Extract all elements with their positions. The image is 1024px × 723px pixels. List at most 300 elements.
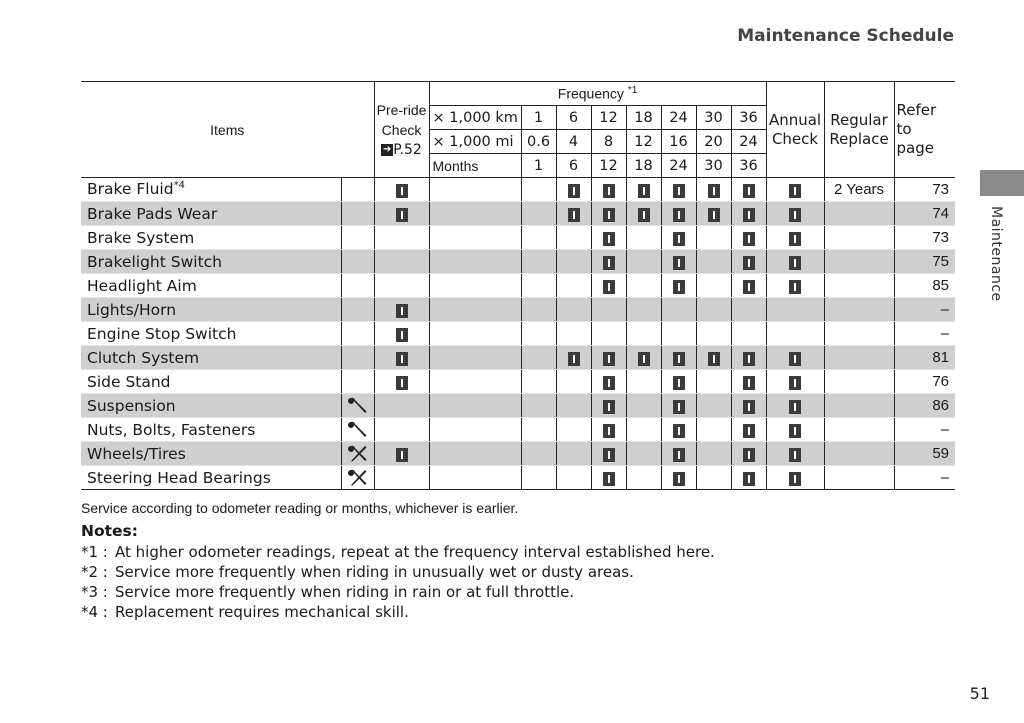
- preride-header: [374, 82, 429, 178]
- annual-check-cell: [766, 322, 824, 346]
- item-name: Brake Pads Wear: [87, 204, 218, 223]
- regular-replace-cell: [824, 202, 894, 226]
- km-value: 36: [731, 106, 766, 130]
- table-row: [81, 442, 955, 466]
- interval-cell: [696, 322, 731, 346]
- refer-page-cell[interactable]: 75: [894, 250, 955, 274]
- interval-label-cell: [429, 298, 521, 322]
- interval-cell: [626, 370, 661, 394]
- table-row: [81, 298, 955, 322]
- preride-mark-icon: [396, 184, 408, 198]
- inspect-mark-icon: [603, 184, 615, 198]
- annual-check-cell: [766, 250, 824, 274]
- km-value: 24: [661, 106, 696, 130]
- interval-label-cell: [429, 202, 521, 226]
- refer-page-cell[interactable]: –: [894, 322, 955, 346]
- item-name-cell: [81, 178, 341, 202]
- item-name-cell: [81, 370, 341, 394]
- interval-label-cell: [429, 418, 521, 442]
- inspect-mark-icon: [743, 376, 755, 390]
- interval-cell: [731, 178, 766, 202]
- interval-cell: [521, 322, 556, 346]
- annual-check-cell: [766, 370, 824, 394]
- item-name: Side Stand: [87, 372, 171, 391]
- km-value: 18: [626, 106, 661, 130]
- service-note: Service according to odometer reading or months, whichever is earlier.: [81, 500, 519, 516]
- annual-mark-icon: [789, 376, 801, 390]
- inspect-mark-icon: [743, 472, 755, 486]
- regular-replace-cell: [824, 394, 894, 418]
- interval-cell: [696, 418, 731, 442]
- inspect-mark-icon: [743, 184, 755, 198]
- item-name-cell: [81, 466, 341, 490]
- refer-line2: to: [896, 120, 912, 138]
- item-name-cell: [81, 418, 341, 442]
- annual-mark-icon: [789, 232, 801, 246]
- inspect-mark-icon: [673, 256, 685, 270]
- tool-cell: [341, 178, 374, 202]
- inspect-mark-icon: [673, 184, 685, 198]
- item-name: Wheels/Tires: [87, 444, 186, 463]
- refer-page-cell[interactable]: –: [894, 298, 955, 322]
- note-item: [81, 562, 961, 582]
- inspect-mark-icon: [743, 208, 755, 222]
- inspect-mark-icon: [638, 352, 650, 366]
- annual-check-cell: [766, 202, 824, 226]
- km-value: 6: [556, 106, 591, 130]
- interval-cell: [591, 466, 626, 490]
- interval-cell: [626, 442, 661, 466]
- annual-mark-icon: [789, 424, 801, 438]
- section-tab-marker: [980, 170, 1024, 196]
- interval-cell: [731, 418, 766, 442]
- inspect-mark-icon: [743, 352, 755, 366]
- interval-cell: [556, 178, 591, 202]
- inspect-mark-icon: [708, 208, 720, 222]
- preride-cell: [374, 322, 429, 346]
- preride-cell: [374, 274, 429, 298]
- interval-cell: [591, 202, 626, 226]
- interval-cell: [556, 466, 591, 490]
- table-row: [81, 418, 955, 442]
- interval-cell: [696, 298, 731, 322]
- interval-cell: [731, 226, 766, 250]
- interval-cell: [521, 274, 556, 298]
- refer-page-cell[interactable]: 81: [894, 346, 955, 370]
- interval-cell: [591, 298, 626, 322]
- regular-line1: Regular: [830, 110, 888, 129]
- preride-line1: Pre-ride: [376, 101, 427, 118]
- interval-label-cell: [429, 466, 521, 490]
- regular-replace-cell: [824, 298, 894, 322]
- preride-cell: [374, 226, 429, 250]
- interval-cell: [661, 202, 696, 226]
- interval-label-cell: [429, 394, 521, 418]
- item-name-cell: [81, 250, 341, 274]
- inspect-mark-icon: [603, 448, 615, 462]
- interval-cell: [661, 178, 696, 202]
- item-name: Brakelight Switch: [87, 252, 222, 271]
- interval-cell: [591, 226, 626, 250]
- interval-cell: [626, 250, 661, 274]
- preride-mark-icon: [396, 208, 408, 222]
- interval-cell: [731, 394, 766, 418]
- months-value: 36: [731, 154, 766, 178]
- annual-line1: Annual: [768, 110, 822, 129]
- inspect-mark-icon: [568, 352, 580, 366]
- preride-cell: [374, 346, 429, 370]
- interval-cell: [626, 226, 661, 250]
- months-value: 6: [556, 154, 591, 178]
- refer-page-cell[interactable]: –: [894, 418, 955, 442]
- inspect-mark-icon: [568, 208, 580, 222]
- item-name-cell: [81, 226, 341, 250]
- km-label: × 1,000 km: [429, 106, 521, 130]
- inspect-mark-icon: [673, 448, 685, 462]
- note-item: [81, 542, 961, 562]
- interval-cell: [521, 178, 556, 202]
- preride-cell: [374, 298, 429, 322]
- inspect-mark-icon: [673, 472, 685, 486]
- annual-mark-icon: [789, 448, 801, 462]
- item-name-cell: [81, 322, 341, 346]
- interval-cell: [731, 250, 766, 274]
- inspect-mark-icon: [673, 352, 685, 366]
- interval-cell: [591, 274, 626, 298]
- wrench-icon: [347, 395, 369, 417]
- preride-mark-icon: [396, 376, 408, 390]
- note-text: At higher odometer readings, repeat at the frequency interval established here.: [115, 543, 715, 561]
- interval-cell: [696, 394, 731, 418]
- annual-mark-icon: [789, 208, 801, 222]
- table-row: [81, 370, 955, 394]
- regular-replace-cell: [824, 466, 894, 490]
- note-number: *2 :: [81, 563, 108, 581]
- interval-cell: [556, 418, 591, 442]
- interval-cell: [521, 202, 556, 226]
- interval-cell: [731, 274, 766, 298]
- inspect-mark-icon: [638, 184, 650, 198]
- interval-cell: [731, 346, 766, 370]
- item-name-cell: [81, 298, 341, 322]
- interval-cell: [556, 298, 591, 322]
- interval-cell: [521, 442, 556, 466]
- interval-cell: [696, 250, 731, 274]
- inspect-mark-icon: [673, 280, 685, 294]
- interval-cell: [626, 418, 661, 442]
- arrow-right-icon: ➔: [383, 143, 392, 155]
- interval-label-cell: [429, 274, 521, 298]
- interval-cell: [556, 322, 591, 346]
- km-value: 1: [521, 106, 556, 130]
- interval-cell: [626, 394, 661, 418]
- table-row: [81, 274, 955, 298]
- interval-cell: [626, 298, 661, 322]
- annual-mark-icon: [789, 352, 801, 366]
- annual-check-cell: [766, 418, 824, 442]
- mi-label: × 1,000 mi: [429, 130, 521, 154]
- table-row: [81, 322, 955, 346]
- note-number: *3 :: [81, 583, 108, 601]
- table-row: [81, 346, 955, 370]
- note-number: *4 :: [81, 603, 108, 621]
- page-title: Maintenance Schedule: [737, 26, 954, 46]
- interval-cell: [556, 394, 591, 418]
- interval-cell: [521, 250, 556, 274]
- regular-replace-cell: [824, 346, 894, 370]
- interval-cell: [696, 370, 731, 394]
- item-name: Suspension: [87, 396, 176, 415]
- interval-cell: [626, 322, 661, 346]
- interval-cell: [731, 370, 766, 394]
- refer-page-cell[interactable]: –: [894, 466, 955, 490]
- frequency-note: *1: [627, 85, 638, 97]
- interval-cell: [591, 322, 626, 346]
- interval-cell: [661, 298, 696, 322]
- item-name: Nuts, Bolts, Fasteners: [87, 420, 256, 439]
- interval-cell: [521, 466, 556, 490]
- interval-label-cell: [429, 322, 521, 346]
- regular-replace-cell: [824, 274, 894, 298]
- interval-cell: [696, 346, 731, 370]
- note-text: Replacement requires mechanical skill.: [115, 603, 409, 621]
- preride-cell: [374, 370, 429, 394]
- item-name-cell: [81, 346, 341, 370]
- interval-label-cell: [429, 250, 521, 274]
- mi-value: 12: [626, 130, 661, 154]
- interval-label-cell: [429, 178, 521, 202]
- tool-cell: [341, 394, 374, 418]
- inspect-mark-icon: [673, 376, 685, 390]
- tool-cell: [341, 418, 374, 442]
- annual-check-cell: [766, 226, 824, 250]
- interval-cell: [591, 394, 626, 418]
- regular-replace-cell: [824, 226, 894, 250]
- interval-cell: [661, 418, 696, 442]
- item-name-cell: [81, 202, 341, 226]
- interval-cell: [521, 370, 556, 394]
- inspect-mark-icon: [743, 448, 755, 462]
- frequency-label: Frequency: [557, 85, 624, 102]
- tool-cell: [341, 370, 374, 394]
- refer-page-cell[interactable]: 59: [894, 442, 955, 466]
- interval-label-cell: [429, 346, 521, 370]
- mi-value: 4: [556, 130, 591, 154]
- preride-ref-label: P.52: [393, 141, 422, 158]
- interval-cell: [661, 322, 696, 346]
- months-value: 30: [696, 154, 731, 178]
- item-name: Engine Stop Switch: [87, 324, 237, 343]
- interval-label-cell: [429, 442, 521, 466]
- table-row: [81, 394, 955, 418]
- footer-notes: [81, 500, 961, 622]
- regular-replace-cell: 2 Years: [824, 178, 894, 202]
- inspect-mark-icon: [673, 232, 685, 246]
- annual-mark-icon: [789, 280, 801, 294]
- tool-cell: [341, 250, 374, 274]
- tool-cell: [341, 322, 374, 346]
- interval-cell: [661, 274, 696, 298]
- tool-cell: [341, 274, 374, 298]
- table-row: [81, 466, 955, 490]
- annual-mark-icon: [789, 184, 801, 198]
- interval-cell: [661, 442, 696, 466]
- interval-cell: [521, 226, 556, 250]
- interval-cell: [591, 250, 626, 274]
- table-row: [81, 178, 955, 202]
- wrench-icon: [347, 419, 369, 441]
- inspect-mark-icon: [568, 184, 580, 198]
- item-name: Lights/Horn: [87, 300, 177, 319]
- tool-cell: [341, 466, 374, 490]
- inspect-mark-icon: [603, 424, 615, 438]
- interval-cell: [696, 274, 731, 298]
- interval-cell: [626, 346, 661, 370]
- refer-line3: page: [896, 139, 934, 157]
- interval-cell: [661, 466, 696, 490]
- tools-icon: [347, 467, 369, 489]
- interval-cell: [556, 226, 591, 250]
- mi-value: 20: [696, 130, 731, 154]
- tools-icon: [347, 443, 369, 465]
- note-text: Service more frequently when riding in rain or at full throttle.: [115, 583, 575, 601]
- refer-line1: Refer: [896, 101, 937, 119]
- table-row: [81, 250, 955, 274]
- interval-cell: [556, 202, 591, 226]
- item-name: Steering Head Bearings: [87, 468, 271, 487]
- interval-cell: [591, 418, 626, 442]
- months-value: 18: [626, 154, 661, 178]
- annual-check-cell: [766, 394, 824, 418]
- interval-cell: [556, 442, 591, 466]
- interval-cell: [731, 202, 766, 226]
- note-number: *1 :: [81, 543, 108, 561]
- inspect-mark-icon: [743, 232, 755, 246]
- annual-check-cell: [766, 442, 824, 466]
- table-row: [81, 226, 955, 250]
- refer-page-cell[interactable]: 76: [894, 370, 955, 394]
- interval-cell: [626, 274, 661, 298]
- regular-replace-header: [824, 82, 894, 178]
- km-value: 12: [591, 106, 626, 130]
- annual-mark-icon: [789, 256, 801, 270]
- inspect-mark-icon: [638, 208, 650, 222]
- preride-mark-icon: [396, 304, 408, 318]
- refer-page-cell[interactable]: 85: [894, 274, 955, 298]
- item-note: *4: [173, 180, 185, 192]
- inspect-mark-icon: [743, 424, 755, 438]
- interval-cell: [696, 202, 731, 226]
- item-name-cell: [81, 274, 341, 298]
- preride-cell: [374, 178, 429, 202]
- interval-cell: [661, 226, 696, 250]
- inspect-mark-icon: [603, 256, 615, 270]
- note-text: Service more frequently when riding in unusually wet or dusty areas.: [115, 563, 634, 581]
- interval-cell: [591, 346, 626, 370]
- refer-page-header: [894, 82, 955, 178]
- preride-cell: [374, 202, 429, 226]
- annual-check-cell: [766, 178, 824, 202]
- annual-mark-icon: [789, 472, 801, 486]
- mi-value: 0.6: [521, 130, 556, 154]
- interval-label-cell: [429, 226, 521, 250]
- annual-check-cell: [766, 466, 824, 490]
- frequency-header: [429, 82, 766, 106]
- regular-line2: Replace: [829, 129, 889, 148]
- interval-cell: [731, 322, 766, 346]
- inspect-mark-icon: [708, 352, 720, 366]
- interval-cell: [626, 466, 661, 490]
- months-value: 1: [521, 154, 556, 178]
- inspect-mark-icon: [603, 208, 615, 222]
- tool-cell: [341, 442, 374, 466]
- inspect-mark-icon: [603, 400, 615, 414]
- page-number: 51: [969, 684, 990, 703]
- item-name-cell: [81, 442, 341, 466]
- regular-replace-cell: [824, 370, 894, 394]
- annual-check-header: [766, 82, 824, 178]
- inspect-mark-icon: [673, 208, 685, 222]
- section-side-label: Maintenance: [988, 206, 1004, 302]
- annual-check-cell: [766, 274, 824, 298]
- annual-line2: Check: [771, 129, 819, 148]
- interval-cell: [556, 346, 591, 370]
- tool-cell: [341, 346, 374, 370]
- interval-cell: [661, 394, 696, 418]
- inspect-mark-icon: [603, 376, 615, 390]
- mi-value: 24: [731, 130, 766, 154]
- interval-cell: [591, 442, 626, 466]
- refer-page-cell[interactable]: 73: [894, 178, 955, 202]
- maintenance-schedule-table: [81, 81, 955, 490]
- note-item: [81, 582, 961, 602]
- annual-check-cell: [766, 298, 824, 322]
- preride-ref[interactable]: [375, 140, 429, 160]
- refer-page-cell[interactable]: 74: [894, 202, 955, 226]
- refer-page-cell[interactable]: 86: [894, 394, 955, 418]
- annual-mark-icon: [789, 400, 801, 414]
- interval-cell: [696, 466, 731, 490]
- interval-label-cell: [429, 370, 521, 394]
- mi-value: 16: [661, 130, 696, 154]
- interval-cell: [661, 370, 696, 394]
- interval-cell: [661, 250, 696, 274]
- months-label: Months: [429, 154, 521, 178]
- refer-page-cell[interactable]: 73: [894, 226, 955, 250]
- interval-cell: [591, 370, 626, 394]
- interval-cell: [556, 274, 591, 298]
- item-name: Brake Fluid: [87, 180, 174, 199]
- km-value: 30: [696, 106, 731, 130]
- inspect-mark-icon: [743, 400, 755, 414]
- preride-mark-icon: [396, 448, 408, 462]
- inspect-mark-icon: [603, 232, 615, 246]
- interval-cell: [591, 178, 626, 202]
- interval-cell: [556, 370, 591, 394]
- preride-cell: [374, 466, 429, 490]
- preride-line2: Check: [381, 121, 422, 138]
- interval-cell: [731, 442, 766, 466]
- preride-cell: [374, 442, 429, 466]
- items-header: Items: [81, 82, 374, 178]
- interval-cell: [731, 298, 766, 322]
- tool-cell: [341, 226, 374, 250]
- inspect-mark-icon: [708, 184, 720, 198]
- interval-cell: [696, 442, 731, 466]
- months-value: 12: [591, 154, 626, 178]
- interval-cell: [696, 226, 731, 250]
- interval-cell: [626, 202, 661, 226]
